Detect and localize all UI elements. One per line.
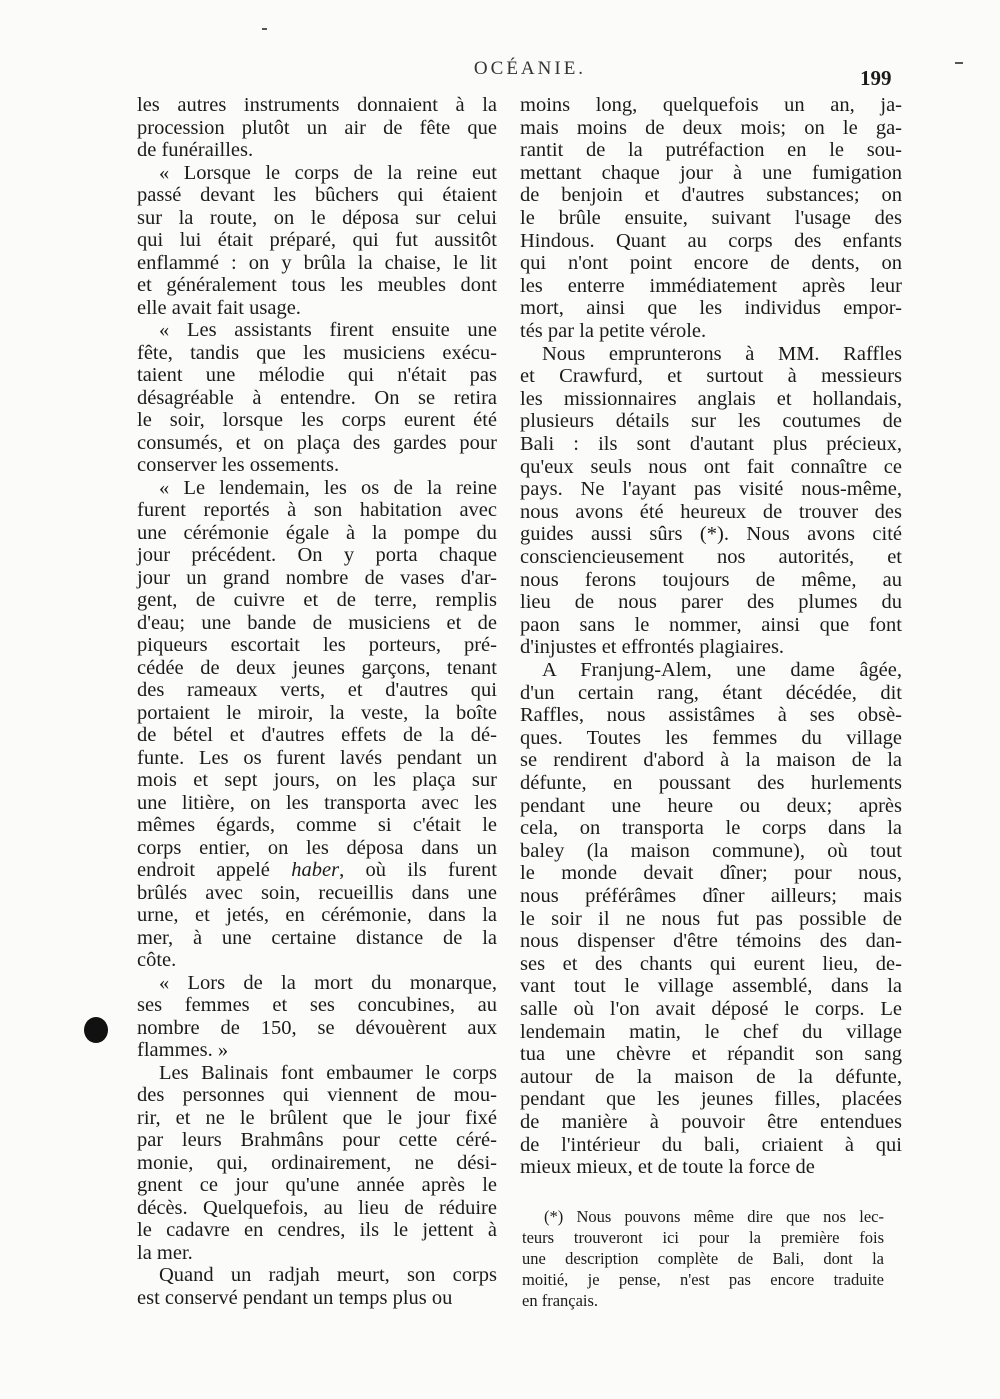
text-line: piqueurs escortait les porteurs, pré- — [137, 634, 497, 656]
text-line: furent reportés à son habitation avec — [137, 499, 497, 521]
text-line: les autres instruments donnaient à la — [137, 94, 497, 116]
text-line: monie, qui, ordinairement, ne dési- — [137, 1151, 497, 1174]
text-line: une description complète de Bali, dont la — [522, 1249, 884, 1268]
text-line: et Crawfurd, et surtout à messieurs — [520, 365, 902, 388]
text-line: moins long, quelquefois un an, ja- — [520, 94, 902, 116]
italic-term: haber — [291, 859, 340, 881]
text-line: mais moins de deux mois; on le ga- — [520, 116, 902, 139]
text-line: nous dispenser d'être témoins des dan- — [520, 930, 902, 953]
scan-speck — [955, 62, 963, 64]
text-line: d'un certain rang, étant décédée, dit — [520, 681, 902, 704]
text-line: se rendirent d'abord à la maison de la — [520, 749, 902, 772]
text-line: de l'intérieur du bali, criaient à qui — [520, 1133, 902, 1156]
text-line: jour précédent. On y porta chaque — [137, 544, 497, 566]
text-line: teurs trouveront ici pour la première fois — [522, 1228, 884, 1247]
text-line: ques. Toutes les femmes du village — [520, 726, 902, 749]
text-line: mieux mieux, et de toute la force de — [520, 1156, 815, 1179]
text-line: baley (la maison commune), où tout — [520, 839, 902, 862]
text-line: moitié, je pense, n'est pas encore traduite — [522, 1270, 884, 1289]
text-line: consumés, et on plaça des gardes pour — [137, 431, 497, 454]
text-line: brûlés avec soin, recueillis dans une — [137, 881, 497, 904]
text-line: le monde devait dîner; pour nous, — [520, 862, 902, 885]
text-line: vant tout le village assemblé, dans la — [520, 975, 902, 998]
text-line: de benjoin et d'autres substances; on — [520, 184, 902, 207]
text-line: rir, et ne le brûlent que le jour fixé — [137, 1106, 497, 1129]
text-line: de manière à pouvoir être entendues — [520, 1111, 902, 1133]
text-line: par leurs Brahmâns pour cette céré- — [137, 1129, 497, 1151]
text-line: Bali : ils sont d'autant plus précieux, — [520, 433, 902, 455]
text-line: tés par la petite vérole. — [520, 320, 707, 342]
text-line: la mer. — [137, 1241, 193, 1264]
text-line: flammes. » — [137, 1039, 229, 1061]
text-line: est conservé pendant un temps plus ou — [137, 1286, 453, 1309]
text-line: portaient le miroir, la veste, la boîte — [137, 701, 497, 724]
text-line: nous avons été heureux de trouver des — [520, 500, 902, 523]
text-line: conserver les ossements. — [137, 454, 340, 476]
ink-blot — [84, 1017, 108, 1043]
text-line: Les Balinais font embaumer le corps — [159, 1061, 497, 1084]
text-line: qui lui était préparé, qui fut aussitôt — [137, 229, 497, 251]
text-line: de funérailles. — [137, 139, 254, 161]
text-line: taient une mélodie qui n'était pas — [137, 364, 497, 386]
text-line: le brûle ensuite, suivant l'usage des — [520, 207, 902, 229]
text-line: le cadavre en cendres, ils le jettent à — [137, 1219, 497, 1241]
text-line: gnent ce jour qu'une année après le — [137, 1174, 497, 1196]
text-line: passé devant les bûchers qui étaient — [137, 184, 497, 206]
text-line: nous préférâmes dîner ailleurs; mais — [520, 885, 902, 907]
text-line: ses et des chants qui eurent lieu, de- — [520, 952, 902, 975]
text-line: cela, on transporta le corps dans la — [520, 817, 902, 840]
text-line: pendant une heure ou deux; après — [520, 794, 902, 817]
text-line: mort, ainsi que les individus empor- — [520, 297, 902, 320]
text-line: (*) Nous pouvons même dire que nos lec- — [544, 1207, 884, 1226]
text-line: cédée de deux jeunes garçons, tenant — [137, 656, 497, 679]
text-line: ses femmes et ses concubines, au — [137, 994, 497, 1016]
text-line: des personnes qui viennent de mou- — [137, 1084, 497, 1106]
text-line: « Le lendemain, les os de la reine — [159, 476, 497, 499]
text-line: « Lors de la mort du monarque, — [159, 971, 497, 994]
text-line: d'eau; une bande de musiciens et de — [137, 611, 497, 634]
scan-speck — [262, 28, 267, 30]
text-line: pays. Ne l'ayant pas visité nous-même, — [520, 478, 902, 501]
text-line: qu'eux seuls nous ont fait connaître ce — [520, 455, 902, 478]
text-line: en français. — [522, 1291, 599, 1310]
text-line: lendemain matin, le chef du village — [520, 1020, 902, 1043]
text-line: plusieurs détails sur les coutumes de — [520, 410, 902, 433]
text-line: paon sans le nommer, ainsi que font — [520, 613, 902, 636]
text-line: le soir, lorsque les corps eurent été — [137, 409, 497, 431]
text-line: « Lorsque le corps de la reine eut — [159, 161, 497, 184]
text-line: les missionnaires anglais et hollandais, — [520, 387, 902, 410]
text-line: mettant chaque jour à une fumigation — [520, 161, 902, 184]
text-line: funte. Les os furent lavés pendant un — [137, 746, 497, 769]
text-line: Quand un radjah meurt, son corps — [159, 1264, 497, 1286]
text-line: Nous emprunterons à MM. Raffles — [542, 342, 902, 365]
text-line: des rameaux verts, et d'autres qui — [137, 679, 497, 701]
text-line: gent, de cuivre et de terre, remplis — [137, 589, 497, 611]
text-line: urne, et jetés, en cérémonie, dans la — [137, 904, 497, 926]
text-line: corps entier, on les déposa dans un — [137, 836, 497, 859]
text-line: elle avait fait usage. — [137, 296, 301, 319]
text-line: une cérémonie égale à la pompe du — [137, 521, 497, 544]
text-line: de bétel et d'autres effets de la dé- — [137, 724, 497, 746]
text-line: défunte, en poussant des hurlements — [520, 772, 902, 794]
text-line: mois et sept jours, on les plaça sur — [137, 769, 497, 791]
text-line: les enterre immédiatement après leur — [520, 274, 902, 297]
text-line: décès. Quelquefois, au lieu de réduire — [137, 1196, 497, 1219]
text-line: une litière, on les transporta avec les — [137, 791, 497, 814]
text-line: pendant que les jeunes filles, placées — [520, 1088, 902, 1111]
text-line: procession plutôt un air de fête que — [137, 116, 497, 139]
text-line: d'injustes et effrontés plagiaires. — [520, 636, 785, 659]
text-line: nous ferons toujours de même, au — [520, 568, 902, 591]
text-line: rantit de la putréfaction en le sou- — [520, 139, 902, 162]
text-line: désagréable à entendre. On se retira — [137, 386, 497, 409]
text-line: nombre de 150, se dévouèrent aux — [137, 1016, 497, 1039]
text-line: consciencieusement nos autorités, et — [520, 546, 902, 568]
text-line: tua une chèvre et répandit son sang — [520, 1043, 902, 1066]
text-line: guides aussi sûrs (*). Nous avons cité — [520, 523, 902, 546]
text-line: « Les assistants firent ensuite une — [159, 319, 497, 341]
text-line: endroit appelé haber, où ils furent — [137, 859, 497, 881]
text-line: Raffles, nous assistâmes à ses obsè- — [520, 704, 902, 727]
text-line: enflammé : on y brûla la chaise, le lit — [137, 251, 497, 274]
page-number: 199 — [860, 66, 892, 90]
text-line: Hindous. Quant au corps des enfants — [520, 229, 902, 252]
text-line: fête, tandis que les musiciens exécu- — [137, 341, 497, 364]
text-line: sur la route, on le déposa sur celui — [137, 206, 497, 229]
text-line: A Franjung-Alem, une dame âgée, — [542, 659, 902, 681]
text-line: le soir il ne nous fut pas possible de — [520, 907, 902, 930]
text-line: mêmes égards, comme si c'était le — [137, 814, 497, 836]
text-line: mer, à une certaine distance de la — [137, 926, 497, 949]
text-line: lieu de nous parer des plumes du — [520, 591, 902, 614]
text-line: et généralement tous les meubles dont — [137, 274, 497, 296]
text-line: côte. — [137, 949, 177, 971]
text-line: autour de la maison de la défunte, — [520, 1065, 902, 1088]
text-line: jour un grand nombre de vases d'ar- — [137, 566, 497, 589]
running-title: OCÉANIE. — [473, 58, 587, 79]
text-line: salle où l'on avait déposé le corps. Le — [520, 998, 902, 1020]
text-line: qui n'ont point encore de dents, on — [520, 252, 902, 275]
